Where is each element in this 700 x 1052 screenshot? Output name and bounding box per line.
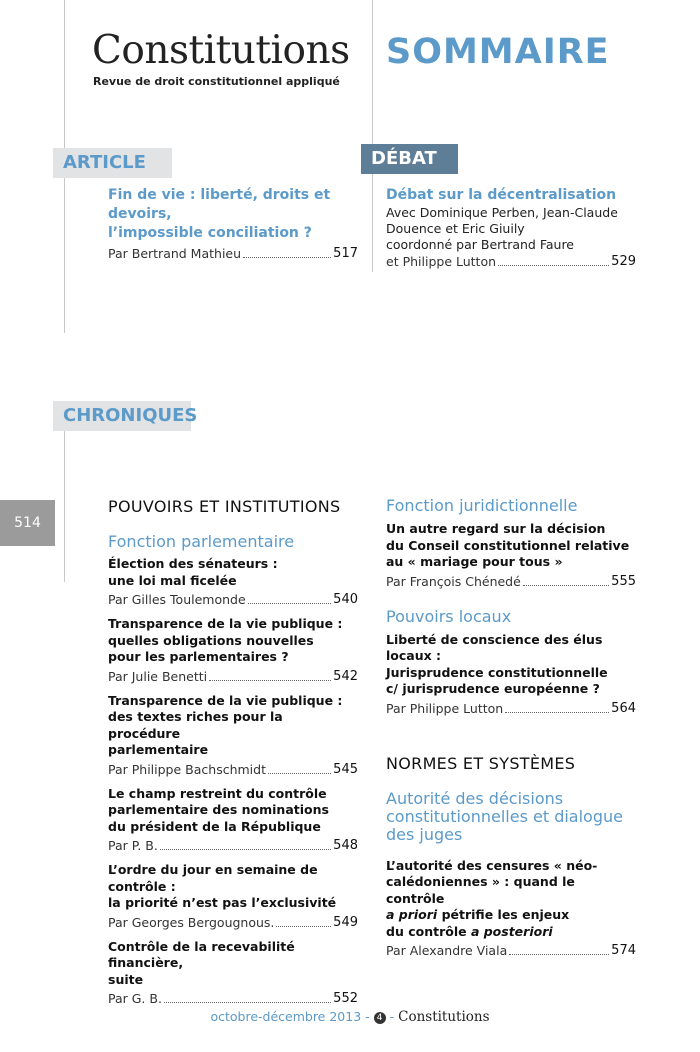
entry-title-line: une loi mal ficelée — [108, 572, 237, 588]
entry-page: 545 — [333, 761, 358, 777]
toc-entry-545[interactable] — [108, 693, 358, 778]
debat-author-line — [386, 253, 636, 270]
entry-title-line: L’autorité des censures « néo- — [386, 857, 598, 873]
entry-title-line: la priorité n’est pas l’exclusivité — [108, 895, 337, 910]
page-title: SOMMAIRE — [386, 32, 610, 72]
entry-title-line: Jurisprudence constitutionnelle — [386, 664, 608, 680]
entry-author: Par Alexandre Viala — [386, 943, 508, 958]
entry-title-line: quelles obligations nouvelles — [108, 632, 314, 648]
entry-author: Par Georges Bergougnous. — [108, 914, 275, 930]
entry-title-line: Contrôle de la recevabilité financière, — [108, 938, 295, 970]
debat-author: et Philippe Lutton — [386, 254, 497, 269]
leader-dots — [498, 253, 609, 266]
entry-title-text: du contrôle — [386, 923, 471, 939]
entry-author: Par Gilles Toulemonde — [108, 592, 246, 607]
entry-title-line: parlementaire des nominations — [108, 802, 329, 817]
debat-page: 529 — [611, 254, 636, 269]
italic-term: a priori — [386, 907, 438, 922]
entry-page: 552 — [333, 991, 358, 1006]
entry-title-line: Transparence de la vie publique : — [108, 692, 343, 708]
entry-title-line: c/ jurisprudence européenne ? — [386, 681, 600, 696]
toc-entry-555[interactable] — [386, 521, 636, 590]
article-title-line2: l’impossible conciliation ? — [108, 225, 312, 241]
section-tab-chroniques: CHRONIQUES — [53, 401, 191, 431]
article-title-line1: Fin de vie : liberté, droits et devoirs, — [108, 187, 331, 222]
entry-author: Par François Chénedé — [386, 573, 521, 589]
leader-dots — [209, 668, 331, 681]
leader-dots — [243, 245, 331, 258]
entry-title-line: Un autre regard sur la décision — [386, 521, 606, 536]
debat-title: Débat sur la décentralisation — [386, 187, 617, 203]
entry-page: 555 — [611, 573, 636, 589]
entry-page: 540 — [333, 592, 358, 607]
entry-author: Par Philippe Bachschmidt — [108, 761, 266, 777]
entry-author-line — [108, 761, 358, 778]
entry-author-line — [108, 668, 358, 685]
debat-line1: Avec Dominique Perben, Jean-Claude — [386, 205, 618, 220]
leader-dots — [523, 573, 609, 586]
entry-title-line: parlementaire — [108, 742, 209, 757]
entry-author-line — [108, 990, 358, 1007]
footer-journal-title: Constitutions — [398, 1009, 490, 1025]
article-entry[interactable] — [108, 186, 358, 262]
entry-title-line: Élection des sénateurs : — [108, 556, 278, 571]
leader-dots — [248, 591, 332, 604]
issue-number-badge: 4 — [374, 1012, 386, 1024]
normes-subheading-line: des juges — [386, 824, 463, 844]
entry-title-line: des textes riches pour la procédure — [108, 709, 283, 741]
toc-entry-564[interactable] — [386, 632, 636, 717]
entry-title-line: Transparence de la vie publique : — [108, 616, 343, 631]
journal-masthead: Constitutions — [92, 28, 350, 73]
leader-dots — [164, 990, 331, 1003]
entry-author-line — [108, 591, 358, 608]
normes-subheading — [386, 790, 636, 844]
entry-page: 542 — [333, 668, 358, 684]
entry-author-line — [108, 837, 358, 854]
toc-entry-540[interactable] — [108, 556, 358, 608]
toc-entry-548[interactable] — [108, 786, 358, 855]
section-tab-debat: DÉBAT — [361, 144, 458, 174]
normes-subheading-line: constitutionnelles et dialogue — [386, 806, 623, 826]
entry-title-line — [386, 924, 636, 941]
normes-heading: NORMES ET SYSTÈMES — [386, 753, 576, 773]
page-footer — [0, 1009, 700, 1025]
debat-line3: coordonné par Bertrand Faure — [386, 237, 575, 252]
normes-subheading-line: Autorité des décisions — [386, 788, 564, 808]
toc-entry-552[interactable] — [108, 939, 358, 1008]
left-rule-top — [64, 0, 65, 150]
entry-title-line: Liberté de conscience des élus locaux : — [386, 631, 603, 663]
entry-author-line — [386, 942, 636, 959]
pouvoirs-heading: POUVOIRS ET INSTITUTIONS — [108, 497, 341, 516]
entry-author: Par P. B. — [108, 838, 158, 853]
entry-title-line — [386, 907, 636, 924]
journal-tagline: Revue de droit constitutionnel appliqué — [93, 75, 340, 88]
entry-title-line: pour les parlementaires ? — [108, 649, 289, 664]
entry-title-line: Le champ restreint du contrôle — [108, 785, 327, 801]
leader-dots — [268, 761, 331, 774]
entry-page: 549 — [333, 914, 358, 930]
entry-author-line — [386, 700, 636, 717]
entry-author: Par G. B. — [108, 991, 162, 1006]
debat-line2: Douence et Eric Giuily — [386, 221, 525, 236]
leader-dots — [160, 837, 331, 850]
section-tab-article: ARTICLE — [53, 148, 172, 178]
footer-separator: - — [361, 1009, 374, 1024]
left-rule-article — [64, 178, 65, 333]
locaux-subheading: Pouvoirs locaux — [386, 606, 512, 626]
italic-term: a posteriori — [470, 923, 553, 939]
toc-entry-574[interactable] — [386, 858, 636, 960]
pouvoirs-subheading: Fonction parlementaire — [108, 532, 295, 551]
entry-page: 564 — [611, 700, 636, 716]
entry-title-line: au « mariage pour tous » — [386, 554, 563, 569]
juridictionnelle-subheading: Fonction juridictionnelle — [386, 496, 578, 515]
footer-separator: - — [385, 1009, 399, 1024]
leader-dots — [276, 914, 331, 927]
entry-page: 548 — [333, 838, 358, 853]
entry-page: 574 — [611, 943, 636, 958]
leader-dots — [509, 942, 609, 955]
right-column — [386, 497, 636, 967]
toc-entry-542[interactable] — [108, 616, 358, 685]
pouvoirs-column — [108, 497, 358, 1015]
entry-author-line — [386, 573, 636, 590]
entry-title-line: du président de la République — [108, 818, 321, 834]
entry-title-line: calédoniennes » : quand le contrôle — [386, 874, 575, 906]
left-rule-chroniques — [64, 430, 65, 582]
article-author: Par Bertrand Mathieu — [108, 246, 242, 261]
page-number: 514 — [0, 500, 55, 546]
leader-dots — [505, 700, 609, 713]
debat-entry[interactable] — [386, 186, 636, 270]
entry-title-line: du Conseil constitutionnel relative — [386, 537, 630, 553]
article-author-line — [108, 245, 358, 262]
article-page: 517 — [333, 246, 358, 261]
entry-title-line: L’ordre du jour en semaine de contrôle : — [108, 862, 318, 894]
entry-title-line: suite — [108, 971, 144, 987]
entry-author: Par Philippe Lutton — [386, 700, 504, 716]
entry-author: Par Julie Benetti — [108, 668, 208, 684]
center-rule — [372, 0, 373, 272]
entry-author-line — [108, 914, 358, 931]
toc-entry-549[interactable] — [108, 862, 358, 931]
footer-date: octobre-décembre 2013 — [210, 1009, 362, 1024]
entry-title-text: pétrifie les enjeux — [437, 907, 570, 922]
